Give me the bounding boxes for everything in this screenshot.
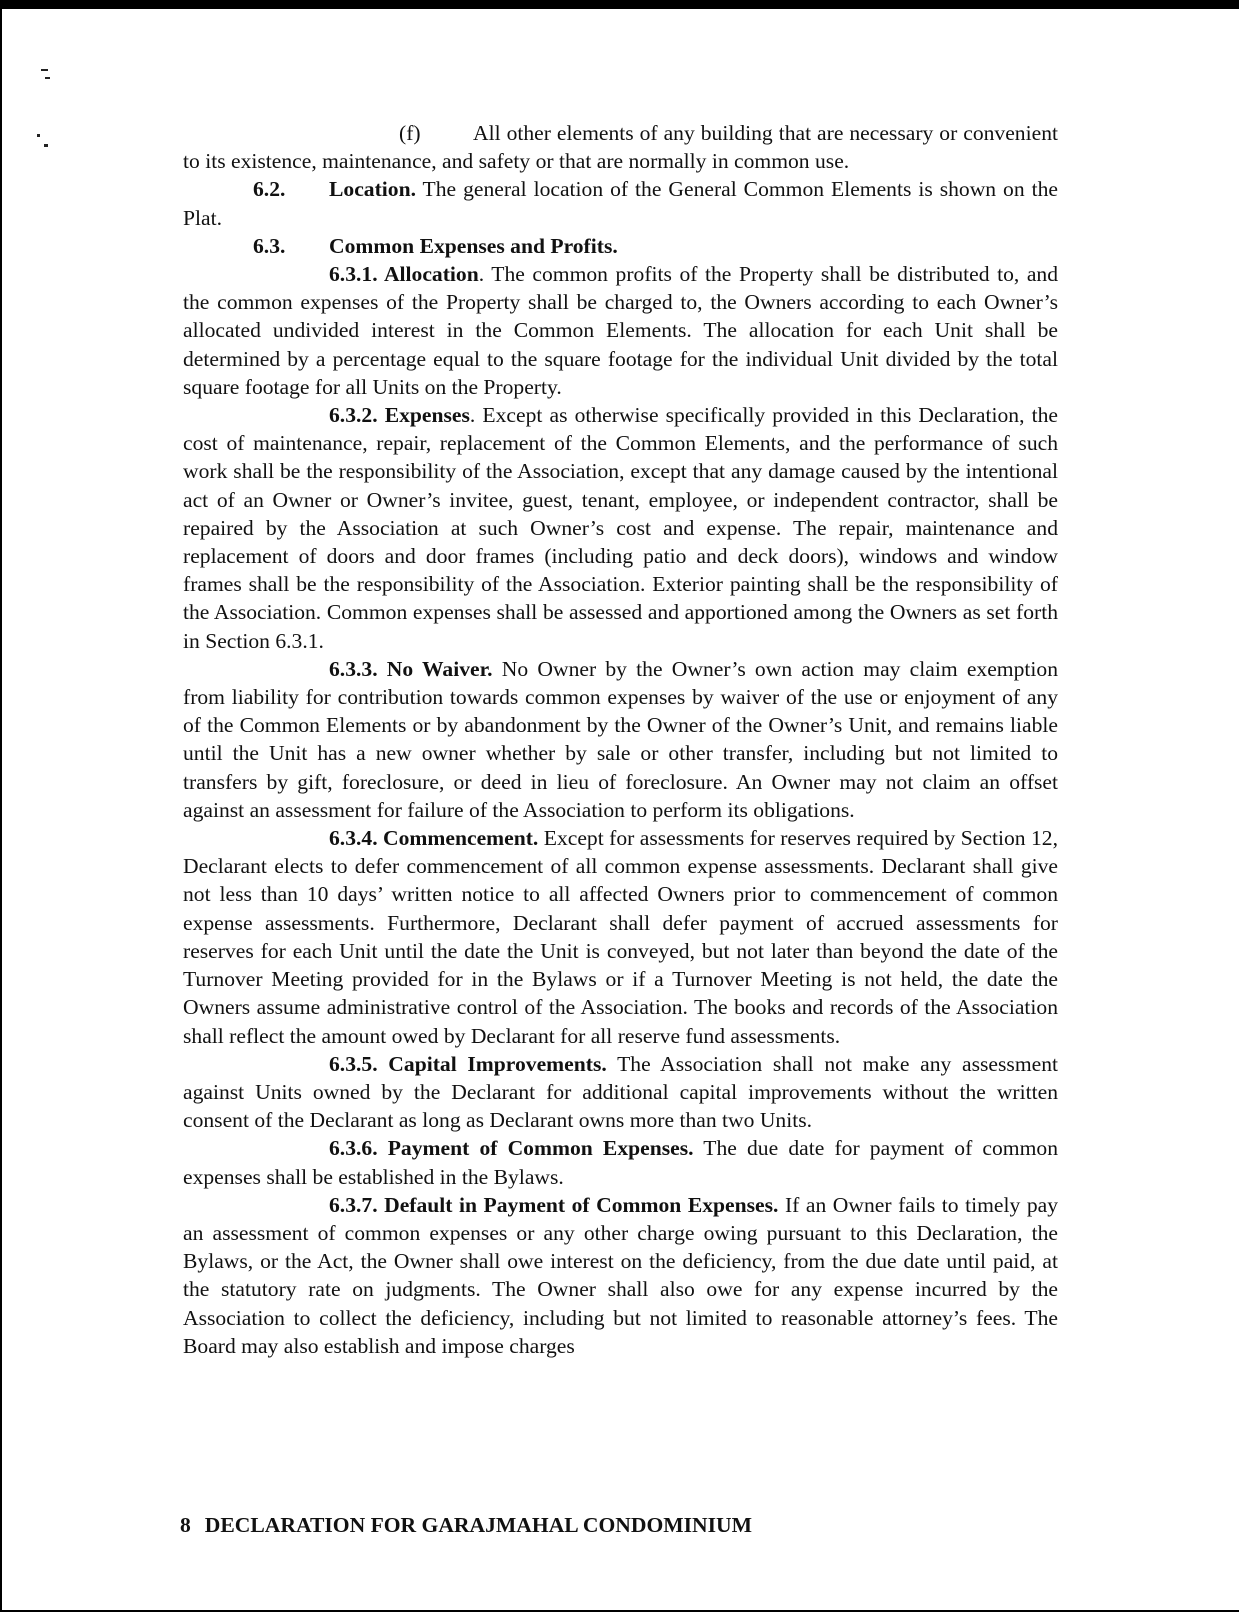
subsection-heading: 6.3.2. Expenses	[329, 403, 470, 428]
item-f-paragraph	[183, 119, 1058, 175]
subsection-6-3-7	[183, 1191, 1058, 1360]
item-f-text: All other elements of any building that are necessary or convenient to its existence, maintenance, and safety or that are normally in common use.	[183, 121, 1058, 174]
subsection-6-3-5	[183, 1050, 1058, 1135]
subsection-heading: 6.3.1. Allocation	[329, 262, 479, 287]
page-number: 8	[180, 1513, 191, 1537]
subsection-heading: 6.3.5. Capital Improvements.	[329, 1051, 607, 1076]
section-6-2-title: Location.	[329, 177, 416, 202]
scan-speck	[45, 77, 50, 79]
subsection-text: . Except as otherwise specifically provided in this Declaration, the cost of maintenance, repair, replacement of the Common Elements, and the performance of such work shall be the responsibility of the Association, except that any damage caused by the intentional act of an Owner or Owner’s invitee, guest, tenant, employee, or independent contractor, shall be repaired by the Association at such Owner’s cost and expense. The repair, maintenance and replacement of doors and door frames (including patio and deck doors), windows and window frames shall be the responsibility of the Association. Exterior painting shall be the responsibility of the Association. Common expenses shall be assessed and apportioned among the Owners as set forth in Section 6.3.1.	[183, 403, 1058, 653]
document-body	[183, 119, 1058, 1360]
subsection-heading: 6.3.6. Payment of Common Expenses.	[329, 1136, 694, 1161]
subsection-6-3-3	[183, 655, 1058, 824]
subsection-heading: 6.3.3. No Waiver.	[329, 656, 493, 681]
page-footer	[180, 1513, 752, 1538]
section-6-2-paragraph	[183, 175, 1058, 231]
scan-speck	[37, 134, 40, 137]
scan-left-border	[0, 0, 2, 1612]
section-6-2-text: The general location of the General Common Elements is shown on the Plat.	[183, 177, 1058, 230]
subsection-text: . The common profits of the Property shall be distributed to, and the common expenses of the Property shall be charged to, the Owners according to each Owner’s allocated undivided interest in the Common Elements. The allocation for each Unit shall be determined by a percentage equal to the square footage for the individual Unit divided by the total square footage for all Units on the Property.	[183, 262, 1058, 399]
scan-speck	[44, 144, 48, 147]
subsection-text: Except for assessments for reserves required by Section 12, Declarant elects to defer commencement of all common expense assessments. Declarant shall give not less than 10 days’ written notice to all affected Owners prior to commencement of common expense assessments. Furthermore, Declarant shall defer payment of accrued assessments for reserves for each Unit until the date the Unit is conveyed, but not later than beyond the date of the Turnover Meeting provided for in the Bylaws or if a Turnover Meeting is not held, the date the Owners assume administrative control of the Association. The books and records of the Association shall reflect the amount owed by Declarant for all reserve fund assessments.	[183, 826, 1058, 1048]
subsection-6-3-2	[183, 401, 1058, 655]
subsection-6-3-4	[183, 824, 1058, 1050]
document-title: DECLARATION FOR GARAJMAHAL CONDOMINIUM	[204, 1513, 753, 1537]
section-6-3-heading	[183, 232, 1058, 260]
subsection-heading: 6.3.4. Commencement.	[329, 826, 539, 851]
subsection-text: No Owner by the Owner’s own action may claim exemption from liability for contribution towards common expenses by waiver of the use or enjoyment of any of the Common Elements or by abandonment by the Owner of the Owner’s Unit, and remains liable until the Unit has a new owner whether by sale or other transfer, including but not limited to transfers by gift, foreclosure, or deed in lieu of foreclosure. An Owner may not claim an offset against an assessment for failure of the Association to perform its obligations.	[183, 656, 1058, 822]
subsection-text: The due date for payment of common expenses shall be established in the Bylaws.	[183, 1136, 1058, 1189]
scan-speck	[41, 69, 48, 71]
subsection-6-3-6	[183, 1134, 1058, 1190]
subsection-6-3-1	[183, 260, 1058, 401]
item-f-label: (f)	[399, 121, 421, 145]
scan-top-border	[0, 0, 1239, 9]
subsection-text: If an Owner fails to timely pay an assessment of common expenses or any other charge owing pursuant to this Declaration, the Bylaws, or the Act, the Owner shall owe interest on the deficiency, from the due date until paid, at the statutory rate on judgments. The Owner shall also owe for any expense incurred by the Association to collect the deficiency, including but not limited to reasonable attorney’s fees. The Board may also establish and impose charges	[183, 1192, 1059, 1358]
section-6-3-number: 6.3.	[253, 233, 286, 258]
subsection-text: The Association shall not make any assessment against Units owned by the Declarant for additional capital improvements without the written consent of the Declarant as long as Declarant owns more than two Units.	[183, 1051, 1059, 1133]
section-6-2-number: 6.2.	[253, 177, 286, 202]
section-6-3-title: Common Expenses and Profits.	[329, 233, 618, 258]
subsection-heading: 6.3.7. Default in Payment of Common Expenses.	[329, 1192, 779, 1217]
